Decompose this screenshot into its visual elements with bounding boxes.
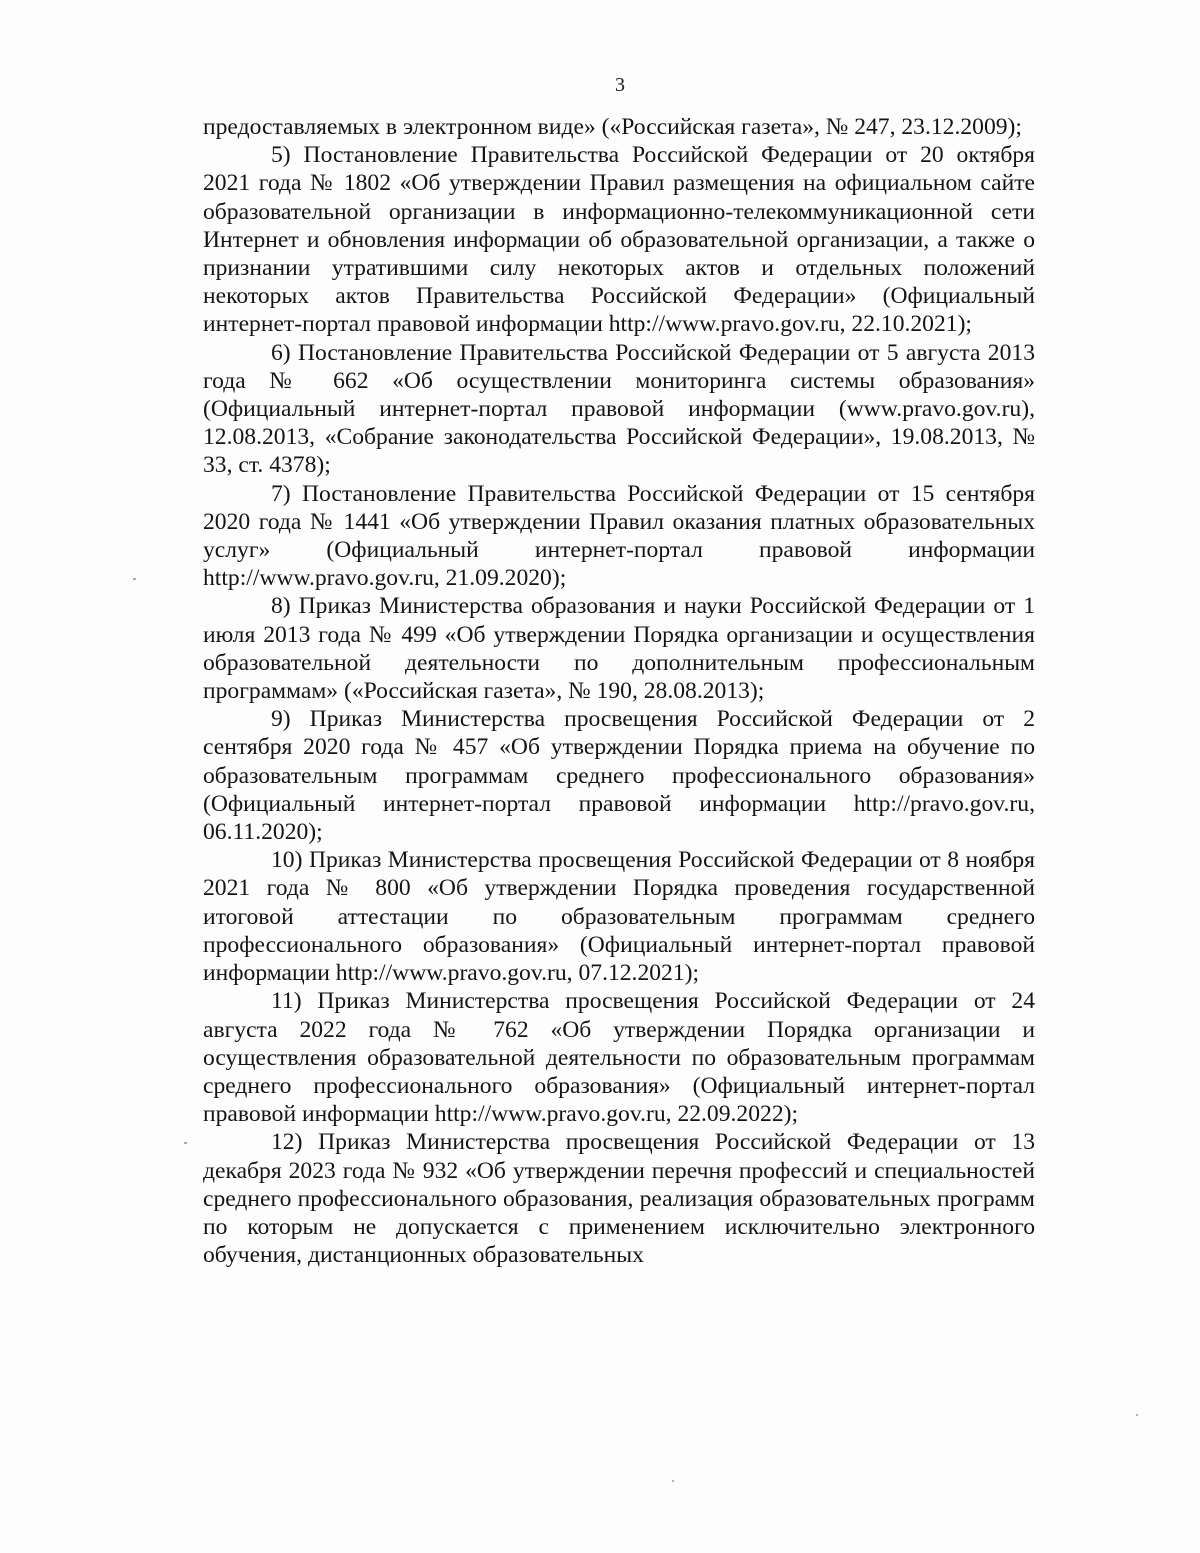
paragraph-item-12: 12) Приказ Министерства просвещения Российской Федерации от 13 декабря 2023 года № 932 «Об утверждении перечня профессий и специальностей среднего профессионального образования, реализация образовательных программ по которым не допускается с применением исключительно электронного обучения, дистанционных образовательных [203,1129,1035,1269]
paragraph-item-8: 8) Приказ Министерства образования и науки Российской Федерации от 1 июля 2013 года № 499 «Об утверждении Порядка организации и осуществления образовательной деятельности по дополнительным профессиональным программам» («Российская газета», № 190, 28.08.2013); [203,593,1035,705]
paragraph-item-7: 7) Постановление Правительства Российской Федерации от 15 сентября 2020 года № 1441 «Об утверждении Правил оказания платных образовательных услуг» (Официальный интернет-портал правовой информации http://www.pravo.gov.ru, 21.09.2020); [203,480,1035,592]
scan-speck [133,578,136,580]
paragraph-item-9: 9) Приказ Министерства просвещения Российской Федерации от 2 сентября 2020 года № 457 «Об утверждении Порядка приема на обучение по образовательным программам среднего профессионального образования» (Официальный интернет-портал правовой информации http://pravo.gov.ru, 06.11.2020); [203,706,1035,846]
paragraph-item-6: 6) Постановление Правительства Российской Федерации от 5 августа 2013 года № 662 «Об осуществлении мониторинга системы образования» (Официальный интернет-портал правовой информации (www.pravo.gov.ru), 12.08.2013, «Собрание законодательства Российской Федерации», 19.08.2013, № 33, ст. 4378); [203,339,1035,479]
paragraph-item-5: 5) Постановление Правительства Российской Федерации от 20 октября 2021 года № 1802 «Об утверждении Правил размещения на официальном сайте образовательной организации в информационно-телекоммуникационной сети Интернет и обновления информации об образовательной организации, а также о признании утратившими силу некоторых актов и отдельных положений некоторых актов Правительства Российской Федерации» (Официальный интернет-портал правовой информации http://www.pravo.gov.ru, 22.10.2021); [203,142,1035,338]
scan-speck [184,1142,187,1144]
paragraph-continuation: предоставляемых в электронном виде» («Российская газета», № 247, 23.12.2009); [203,114,1022,140]
page-number: 3 [615,74,625,96]
document-body [203,113,1035,1269]
scan-speck [672,1480,674,1482]
scan-speck [1136,1414,1138,1416]
paragraph-item-10: 10) Приказ Министерства просвещения Российской Федерации от 8 ноября 2021 года № 800 «Об утверждении Порядка проведения государственной итоговой аттестации по образовательным программам среднего профессионального образования» (Официальный интернет-портал правовой информации http://www.pravo.gov.ru, 07.12.2021); [203,847,1035,987]
paragraph-item-11: 11) Приказ Министерства просвещения Российской Федерации от 24 августа 2022 года № 762 «Об утверждении Порядка организации и осуществления образовательной деятельности по образовательным программам среднего профессионального образования» (Официальный интернет-портал правовой информации http://www.pravo.gov.ru, 22.09.2022); [203,988,1035,1128]
